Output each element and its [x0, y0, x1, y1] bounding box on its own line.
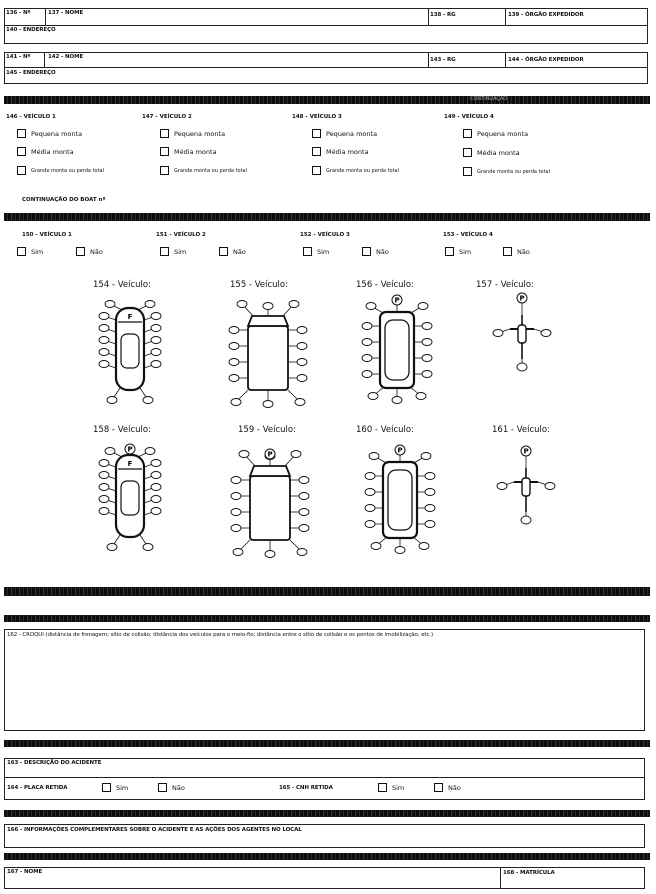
sim-label: Sim — [459, 248, 472, 256]
impact-point — [299, 509, 309, 516]
impact-point — [425, 489, 435, 496]
truck-cab — [250, 466, 290, 476]
impact-point — [99, 472, 109, 479]
impact-point — [297, 375, 307, 382]
impact-point — [143, 397, 153, 404]
option-label: Pequena monta — [326, 130, 378, 138]
section-bar-caption: CONTINUAÇÃO — [470, 96, 508, 102]
impact-point — [143, 544, 153, 551]
person1-vline-1 — [45, 8, 46, 25]
impact-point — [497, 483, 507, 490]
truck-body — [250, 476, 290, 540]
impact-point — [422, 339, 432, 346]
impact-point — [265, 551, 275, 558]
impact-point — [299, 477, 309, 484]
checkbox-media-monta[interactable] — [17, 147, 26, 156]
impact-point — [229, 327, 239, 334]
truck-body — [248, 326, 288, 390]
continuation-boat-label: CONTINUAÇÃO DO BOAT nº — [22, 197, 106, 203]
impact-point — [105, 301, 115, 308]
damage-label: 149 - VEÍCULO 4 — [444, 114, 494, 120]
checkbox-media-monta[interactable] — [160, 147, 169, 156]
impact-point — [231, 399, 241, 406]
person1-vline-2 — [428, 8, 429, 25]
vehicle-diagram-bus — [337, 285, 457, 415]
impact-point — [545, 483, 555, 490]
yesno-label: 152 - VEÍCULO 3 — [300, 232, 350, 238]
person2-num-label: 141 - Nº — [6, 54, 31, 60]
impact-point — [425, 521, 435, 528]
checkbox-pequena-monta[interactable] — [463, 129, 472, 138]
placa-sim-label: Sim — [116, 784, 129, 792]
checkbox-sim[interactable] — [303, 247, 312, 256]
nao-label: Não — [90, 248, 103, 256]
front-marker-text: P — [127, 445, 133, 454]
impact-point — [392, 397, 402, 404]
impact-point — [231, 509, 241, 516]
checkbox-sim[interactable] — [160, 247, 169, 256]
truck-cab — [248, 316, 288, 326]
section-bar-info — [4, 810, 650, 817]
front-marker-text: P — [394, 296, 400, 305]
impact-point — [366, 303, 376, 310]
impact-point — [151, 325, 161, 332]
impact-point — [289, 301, 299, 308]
checkbox-nao[interactable] — [219, 247, 228, 256]
vehicle-diagram-car — [70, 283, 190, 413]
checkbox-pequena-monta[interactable] — [17, 129, 26, 138]
nao-label: Não — [233, 248, 246, 256]
impact-point — [99, 337, 109, 344]
impact-point — [395, 547, 405, 554]
impact-point — [145, 301, 155, 308]
person2-rg-label: 143 - RG — [430, 57, 456, 63]
impact-point — [231, 493, 241, 500]
person1-orgao-label: 139 - ÓRGÃO EXPEDIDOR — [508, 12, 584, 18]
impact-point — [541, 330, 551, 337]
nao-label: Não — [376, 248, 389, 256]
checkbox-placa-nao[interactable] — [158, 783, 167, 792]
impact-point — [297, 549, 307, 556]
sim-label: Sim — [31, 248, 44, 256]
front-marker-text: P — [519, 294, 525, 303]
footer-matricula-label: 168 - MATRÍCULA — [503, 870, 555, 876]
moto-body — [522, 478, 530, 496]
person2-endereco-label: 145 - ENDEREÇO — [6, 70, 56, 76]
bus-inner — [388, 470, 412, 530]
impact-point — [493, 330, 503, 337]
person2-vline-2 — [428, 52, 429, 67]
person1-name-label: 137 - NOME — [48, 10, 84, 16]
cnh-sim-label: Sim — [392, 784, 405, 792]
damage-label: 146 - VEÍCULO 1 — [6, 114, 56, 120]
impact-point — [151, 460, 161, 467]
vehicle-diagram-label: 156 - Veículo: — [356, 280, 414, 290]
sim-label: Sim — [317, 248, 330, 256]
option-label: Pequena monta — [174, 130, 226, 138]
checkbox-pequena-monta[interactable] — [160, 129, 169, 138]
option-label: Média monta — [31, 148, 74, 156]
section-bar-footer — [4, 853, 650, 860]
section-bar-croqui — [4, 587, 650, 596]
person1-divider — [4, 25, 648, 26]
impact-point — [151, 349, 161, 356]
checkbox-grande-monta[interactable] — [17, 166, 26, 175]
section-bar-descricao — [4, 740, 650, 747]
option-label: Grande monta ou perda total — [174, 168, 248, 174]
impact-point — [99, 313, 109, 320]
front-marker-text: P — [523, 447, 529, 456]
impact-point — [425, 505, 435, 512]
checkbox-grande-monta[interactable] — [160, 166, 169, 175]
impact-point — [231, 477, 241, 484]
impact-point — [151, 484, 161, 491]
vehicle-diagram-label: 160 - Veículo: — [356, 425, 414, 435]
sim-label: Sim — [174, 248, 187, 256]
person2-vline-3 — [505, 52, 506, 67]
yesno-label: 153 - VEÍCULO 4 — [443, 232, 493, 238]
placa-nao-label: Não — [172, 784, 185, 792]
impact-point — [151, 472, 161, 479]
footer-name-label: 167 - NOME — [7, 869, 43, 875]
option-label: Grande monta ou perda total — [31, 168, 105, 174]
bus-inner — [385, 320, 409, 380]
impact-point — [263, 401, 273, 408]
person1-num-label: 136 - Nº — [6, 10, 31, 16]
checkbox-media-monta[interactable] — [463, 148, 472, 157]
checkbox-placa-sim[interactable] — [102, 783, 111, 792]
descricao-label: 163 - DESCRIÇÃO DO ACIDENTE — [7, 760, 102, 766]
impact-point — [369, 453, 379, 460]
vehicle-diagram-bus — [340, 435, 460, 565]
yesno-label: 150 - VEÍCULO 1 — [22, 232, 72, 238]
impact-point — [297, 359, 307, 366]
section-bar-yesno — [4, 213, 650, 221]
checkbox-pequena-monta[interactable] — [312, 129, 321, 138]
impact-point — [368, 393, 378, 400]
impact-point — [99, 460, 109, 467]
impact-point — [263, 303, 273, 310]
impact-point — [145, 448, 155, 455]
person2-name-label: 142 - NOME — [48, 54, 84, 60]
impact-point — [105, 448, 115, 455]
impact-point — [151, 496, 161, 503]
damage-label: 147 - VEÍCULO 2 — [142, 114, 192, 120]
option-label: Pequena monta — [31, 130, 83, 138]
impact-point — [231, 525, 241, 532]
impact-point — [365, 505, 375, 512]
checkbox-nao[interactable] — [76, 247, 85, 256]
impact-point — [425, 473, 435, 480]
descricao-divider — [4, 777, 645, 778]
person1-rg-label: 138 - RG — [430, 12, 456, 18]
checkbox-sim[interactable] — [445, 247, 454, 256]
front-marker-text: P — [267, 450, 273, 459]
impact-point — [151, 337, 161, 344]
impact-point — [362, 323, 372, 330]
checkbox-grande-monta[interactable] — [463, 167, 472, 176]
impact-point — [362, 355, 372, 362]
impact-point — [371, 543, 381, 550]
impact-point — [422, 371, 432, 378]
option-label: Pequena monta — [477, 130, 529, 138]
impact-point — [422, 355, 432, 362]
yesno-label: 151 - VEÍCULO 2 — [156, 232, 206, 238]
damage-label: 148 - VEÍCULO 3 — [292, 114, 342, 120]
checkbox-media-monta[interactable] — [312, 147, 321, 156]
person2-orgao-label: 144 - ÓRGÃO EXPEDIDOR — [508, 57, 584, 63]
option-label: Média monta — [326, 148, 369, 156]
vehicle-diagram-label: 161 - Veículo: — [492, 425, 550, 435]
option-label: Média monta — [477, 149, 520, 157]
moto-body — [518, 325, 526, 343]
section-bar-damage — [4, 96, 650, 104]
impact-point — [151, 508, 161, 515]
info-label: 166 - INFORMAÇÕES COMPLEMENTARES SOBRE O ACIDENTE E AS AÇÕES DOS AGENTES NO LOCAL — [7, 827, 302, 833]
vehicle-diagram-truck — [210, 435, 330, 565]
impact-point — [151, 313, 161, 320]
checkbox-grande-monta[interactable] — [312, 166, 321, 175]
footer-vline — [500, 867, 501, 889]
impact-point — [362, 339, 372, 346]
croqui-label: 162 - CROQUI (distância de frenagem; sítio de colisão; distância dos veículos para o meio-fio; distância entre o sítio de colisão e os pontos de imobilização, etc.) — [7, 632, 434, 638]
checkbox-nao[interactable] — [503, 247, 512, 256]
impact-point — [419, 543, 429, 550]
checkbox-sim[interactable] — [17, 247, 26, 256]
impact-point — [107, 397, 117, 404]
vehicle-diagram-moto — [462, 270, 582, 400]
vehicle-diagram-label: 159 - Veículo: — [238, 425, 296, 435]
impact-point — [237, 301, 247, 308]
impact-point — [365, 489, 375, 496]
impact-point — [299, 493, 309, 500]
section-bar-croqui-2 — [4, 615, 650, 622]
vehicle-diagram-label: 158 - Veículo: — [93, 425, 151, 435]
impact-point — [365, 521, 375, 528]
impact-point — [291, 451, 301, 458]
car-cabin — [121, 334, 139, 368]
front-marker-text: P — [397, 446, 403, 455]
impact-point — [362, 371, 372, 378]
impact-point — [517, 363, 527, 371]
impact-point — [521, 516, 531, 524]
impact-point — [99, 508, 109, 515]
impact-point — [239, 451, 249, 458]
checkbox-cnh-nao[interactable] — [434, 783, 443, 792]
vehicle-diagram-car — [70, 430, 190, 560]
car-cabin — [121, 481, 139, 515]
impact-point — [233, 549, 243, 556]
impact-point — [416, 393, 426, 400]
impact-point — [99, 496, 109, 503]
impact-point — [99, 349, 109, 356]
impact-point — [229, 343, 239, 350]
impact-point — [422, 323, 432, 330]
impact-point — [299, 525, 309, 532]
impact-point — [295, 399, 305, 406]
cnh-retida-label: 165 - CNH RETIDA — [279, 785, 333, 791]
cnh-nao-label: Não — [448, 784, 461, 792]
croqui-box[interactable] — [4, 629, 645, 731]
option-label: Grande monta ou perda total — [477, 169, 551, 175]
vehicle-diagram-truck — [208, 285, 328, 415]
impact-point — [99, 361, 109, 368]
impact-point — [229, 375, 239, 382]
impact-point — [421, 453, 431, 460]
impact-point — [418, 303, 428, 310]
person2-vline-1 — [44, 52, 45, 67]
vehicle-diagram-label: 154 - Veículo: — [93, 280, 151, 290]
impact-point — [297, 327, 307, 334]
impact-point — [99, 484, 109, 491]
placa-retida-label: 164 - PLACA RETIDA — [7, 785, 68, 791]
car-front-mark: F — [127, 460, 133, 468]
option-label: Grande monta ou perda total — [326, 168, 400, 174]
impact-point — [107, 544, 117, 551]
checkbox-cnh-sim[interactable] — [378, 783, 387, 792]
vehicle-diagram-moto — [466, 423, 586, 553]
vehicle-diagram-label: 157 - Veículo: — [476, 280, 534, 290]
impact-point — [297, 343, 307, 350]
option-label: Média monta — [174, 148, 217, 156]
car-front-mark: F — [127, 313, 133, 321]
impact-point — [151, 361, 161, 368]
person2-divider — [4, 67, 648, 68]
person1-vline-3 — [505, 8, 506, 25]
impact-point — [229, 359, 239, 366]
person1-endereco-label: 140 - ENDEREÇO — [6, 27, 56, 33]
vehicle-diagram-label: 155 - Veículo: — [230, 280, 288, 290]
impact-point — [365, 473, 375, 480]
impact-point — [99, 325, 109, 332]
nao-label: Não — [517, 248, 530, 256]
checkbox-nao[interactable] — [362, 247, 371, 256]
